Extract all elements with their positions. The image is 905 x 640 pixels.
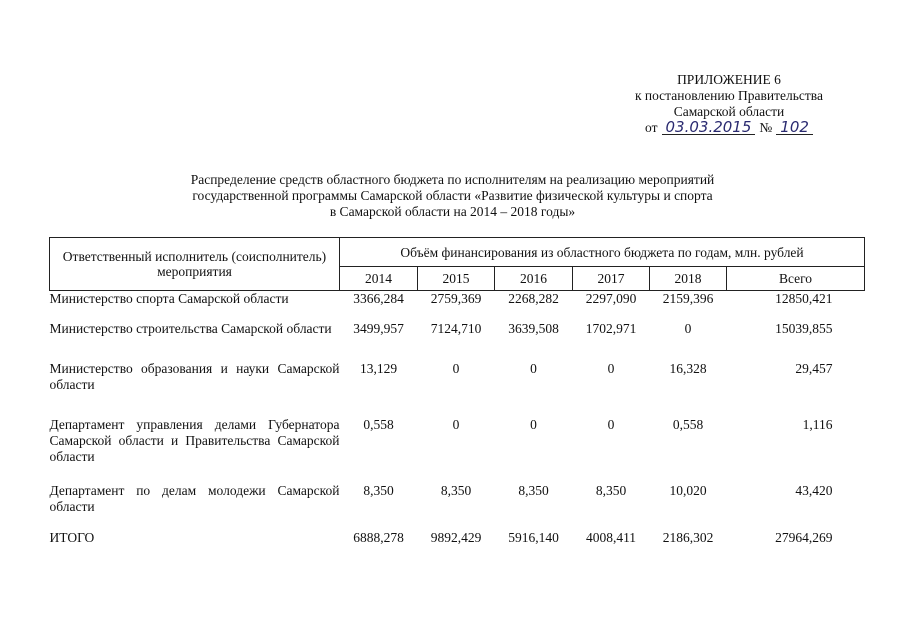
value-cell: 8,350 xyxy=(363,483,394,498)
value-cell: 4008,411 xyxy=(585,530,637,545)
executor-name: Министерство образования и науки Самарской области xyxy=(49,361,340,392)
title-line-1: Распределение средств областного бюджета по исполнителям на реализацию мероприятий xyxy=(190,172,715,187)
budget-table xyxy=(49,237,865,550)
total-cell: 1,116 xyxy=(802,417,833,432)
value-cell: 2159,396 xyxy=(662,291,714,306)
appendix-title: ПРИЛОЖЕНИЕ 6 xyxy=(677,72,781,87)
value-cell: 0 xyxy=(684,321,692,336)
total-cell: 29,457 xyxy=(795,361,833,376)
value-cell: 0 xyxy=(607,361,615,376)
value-cell: 0 xyxy=(452,361,460,376)
date-prefix: от xyxy=(645,120,658,135)
header-year: 2014 xyxy=(340,267,418,291)
value-cell: 8,350 xyxy=(440,483,472,498)
header-executor: Ответственный исполнитель (соисполнитель) мероприятия xyxy=(50,238,340,291)
value-cell: 6888,278 xyxy=(353,530,404,545)
appendix-line-1: к постановлению Правительства xyxy=(634,88,823,103)
table-row xyxy=(50,483,865,530)
value-cell: 2186,302 xyxy=(662,530,714,545)
title-line-3: в Самарской области на 2014 – 2018 годы» xyxy=(329,204,576,219)
value-cell: 16,328 xyxy=(669,361,707,376)
header-year: 2017 xyxy=(573,267,650,291)
value-cell: 0,558 xyxy=(672,417,704,432)
number-value: 102 xyxy=(776,120,813,135)
value-cell: 1702,971 xyxy=(585,321,637,336)
executor-name: Департамент по делам молодежи Самарской области xyxy=(49,483,340,514)
total-cell: 15039,855 xyxy=(775,321,833,336)
value-cell: 3366,284 xyxy=(353,291,404,306)
table-row xyxy=(50,417,865,483)
title-line-2: государственной программы Самарской области «Развитие физической культуры и спорта xyxy=(192,188,713,203)
value-cell: 2297,090 xyxy=(585,291,637,306)
appendix-header xyxy=(635,72,823,136)
value-cell: 3499,957 xyxy=(353,321,404,336)
value-cell: 9892,429 xyxy=(430,530,482,545)
value-cell: 2759,369 xyxy=(430,291,482,306)
appendix-date-line xyxy=(635,120,823,136)
executor-name: Департамент управления делами Губернатора Самарской области и Правительства Самарской области xyxy=(49,417,340,464)
table-row xyxy=(50,291,865,322)
table-row xyxy=(50,321,865,361)
value-cell: 0 xyxy=(530,361,537,376)
header-year: 2018 xyxy=(650,267,727,291)
value-cell: 7124,710 xyxy=(430,321,482,336)
value-cell: 0 xyxy=(452,417,460,432)
table-row xyxy=(50,361,865,417)
value-cell: 0 xyxy=(607,417,615,432)
value-cell: 0,558 xyxy=(363,417,394,432)
total-cell: 27964,269 xyxy=(775,530,833,545)
header-year: 2016 xyxy=(495,267,573,291)
executor-name: ИТОГО xyxy=(49,530,95,545)
table-row-total xyxy=(50,530,865,550)
value-cell: 8,350 xyxy=(595,483,627,498)
date-value: 03.03.2015 xyxy=(662,120,756,135)
number-prefix: № xyxy=(759,120,773,135)
appendix-line-2: Самарской области xyxy=(673,104,785,119)
value-cell: 2268,282 xyxy=(508,291,559,306)
executor-name: Министерство спорта Самарской области xyxy=(49,291,289,306)
header-year: 2015 xyxy=(418,267,495,291)
header-total: Всего xyxy=(727,267,865,291)
value-cell: 8,350 xyxy=(518,483,549,498)
document-title xyxy=(0,172,905,220)
total-cell: 43,420 xyxy=(795,483,833,498)
executor-name: Министерство строительства Самарской области xyxy=(49,321,332,336)
value-cell: 0 xyxy=(530,417,537,432)
value-cell: 13,129 xyxy=(359,361,398,376)
total-cell: 12850,421 xyxy=(775,291,833,306)
value-cell: 3639,508 xyxy=(508,321,559,336)
header-funding: Объём финансирования из областного бюджета по годам, млн. рублей xyxy=(340,238,865,267)
value-cell: 10,020 xyxy=(669,483,707,498)
value-cell: 5916,140 xyxy=(508,530,559,545)
